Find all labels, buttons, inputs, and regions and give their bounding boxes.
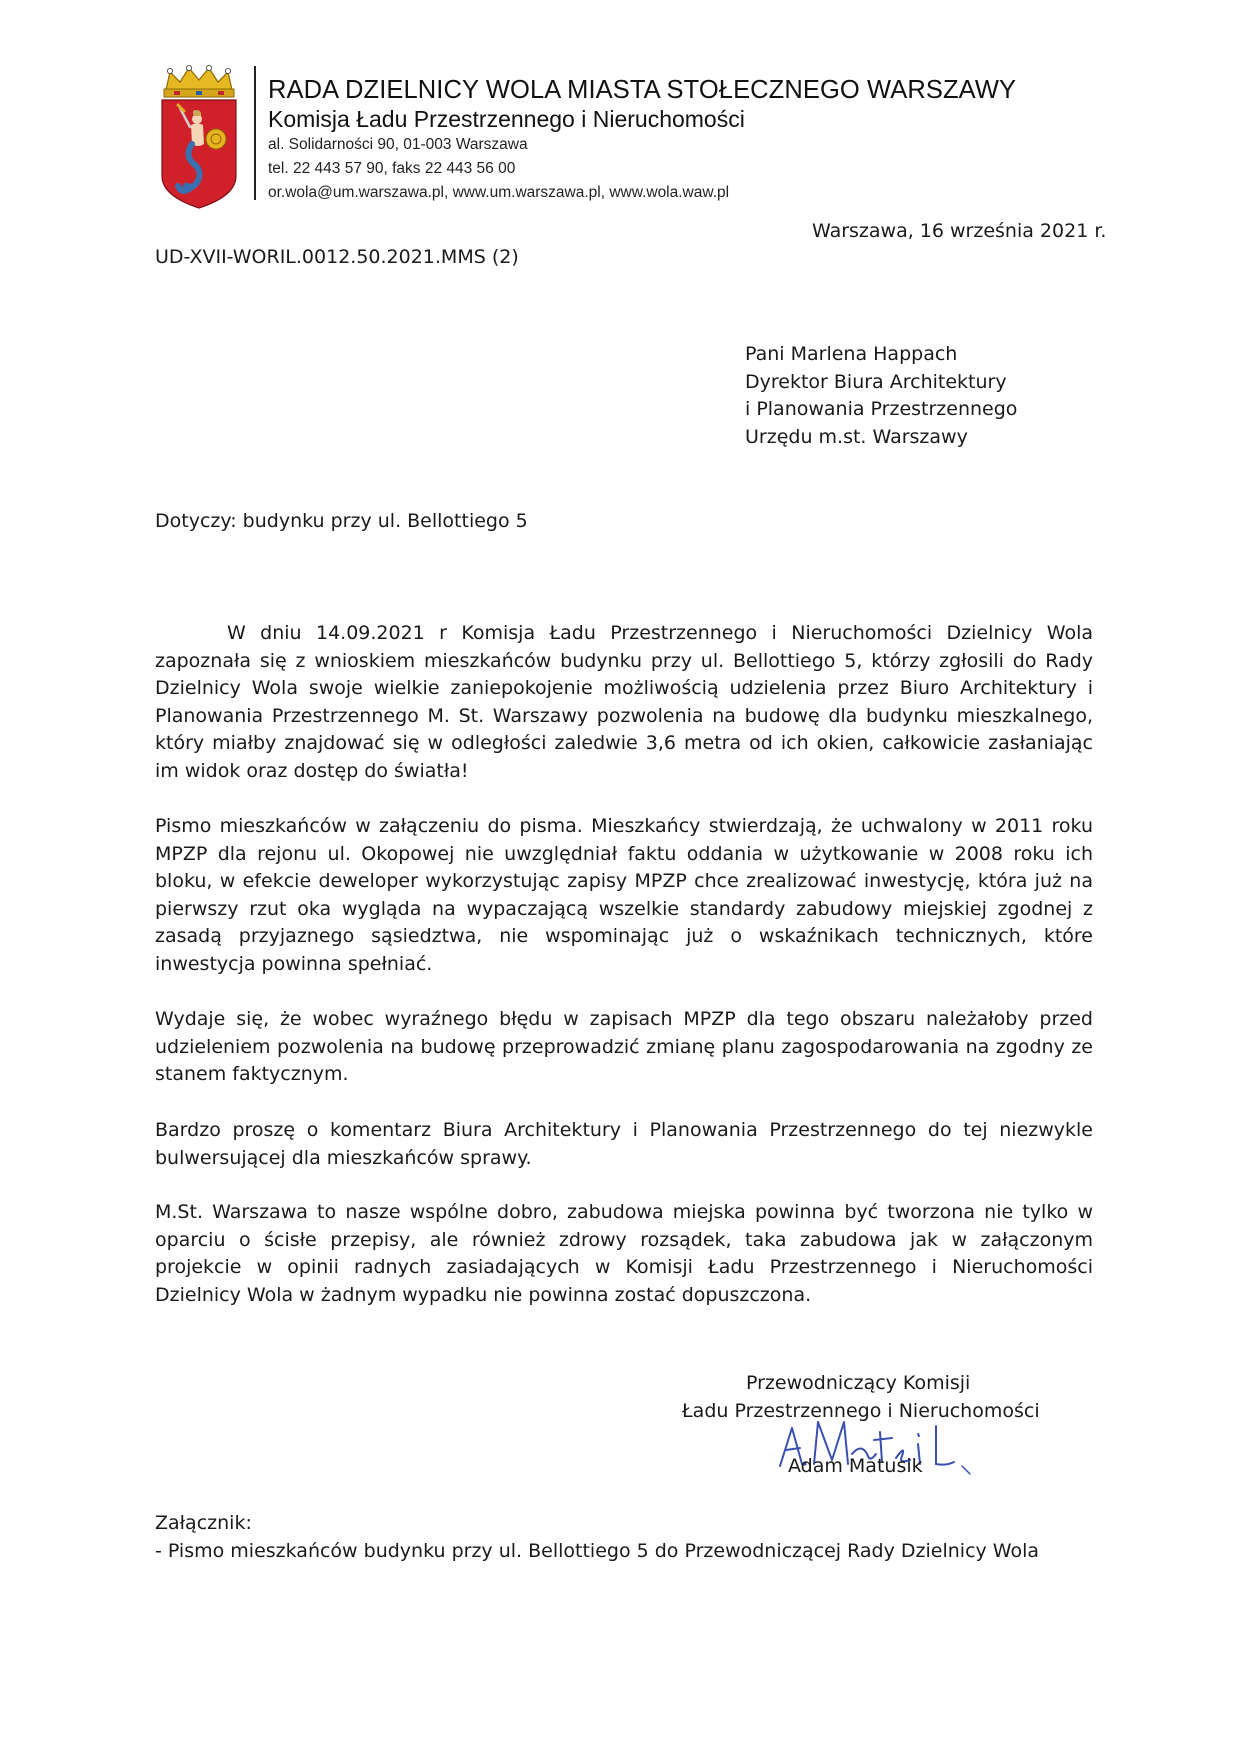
recipient-line: Pani Marlena Happach: [745, 343, 958, 365]
recipient-line: Dyrektor Biura Architektury: [745, 370, 1007, 393]
reference-number: UD-XVII-WORIL.0012.50.2021.MMS (2): [155, 246, 519, 268]
signatory-title: Ładu Przestrzennego i Nieruchomości: [682, 1400, 1040, 1422]
recipient-line: i Planowania Przestrzennego: [745, 398, 1018, 420]
subject-line: Dotyczy: budynku przy ul. Bellottiego 5: [155, 510, 528, 532]
council-name: RADA DZIELNICY WOLA MIASTA STOŁECZNEGO WARSZAWY: [268, 76, 1017, 104]
body-paragraph: Wydaje się, że wobec wyraźnego błędu w zapisach MPZP dla tego obszaru należałoby przed udzieleniem pozwolenia na budowę przeprowadzić zmianę planu zagospodarowania na zgodny ze stanem faktycznym.: [155, 1008, 1093, 1085]
body-paragraph: W dniu 14.09.2021 r Komisja Ładu Przestrzennego i Nieruchomości Dzielnicy Wola zapoznała się z wnioskiem mieszkańców budynku przy ul. Bellottiego 5, którzy zgłosili do Rady Dzielnicy Wola swoje wielkie zaniepokojenie możliwością udzielenia przez Biuro Architektury i Planowania Przestrzennego M. St. Warszawy pozwolenia na budowę dla budynku mieszkalnego, który miałby znajdować się w odległości zaledwie 3,6 metra od ich okien, całkowicie zasłaniając im widok oraz dostęp do światła!: [155, 622, 1093, 782]
warsaw-coat-of-arms-icon: [160, 64, 238, 210]
body-paragraph: M.St. Warszawa to nasze wspólne dobro, zabudowa miejska powinna być tworzona nie tylko w oparciu o ścisłe przepisy, ale również zdrowy rozsądek, taka zabudowa jak w załączonym projekcie w opinii radnych zasiadających w Komisji Ładu Przestrzennego i Nieruchomości Dzielnicy Wola w żadnym wypadku nie powinna zostać dopuszczona.: [155, 1201, 1093, 1306]
body-paragraph: Bardzo proszę o komentarz Biura Architektury i Planowania Przestrzennego do tej niezwykle bulwersującej dla mieszkańców sprawy.: [155, 1119, 1093, 1169]
recipient-line: Urzędu m.st. Warszawy: [745, 425, 968, 448]
place-date: Warszawa, 16 września 2021 r.: [812, 220, 1107, 242]
address-line: al. Solidarności 90, 01-003 Warszawa: [268, 136, 528, 153]
phone-line: tel. 22 443 57 90, faks 22 443 56 00: [268, 160, 516, 177]
body-paragraph: Pismo mieszkańców w załączeniu do pisma. Mieszkańcy stwierdzają, że uchwalony w 2011 roku MPZP dla rejonu ul. Okopowej nie uwzględniał faktu oddania w użytkowanie w 2008 roku ich bloku, w efekcie deweloper wykorzystując zapisy MPZP chce zrealizować inwestycję, która już na pierwszy rzut oka wygląda na wypaczającą wszelkie standardy zabudowy miejskiej zgodnej z zasadą przyjaznego sąsiedztwa, nie wspominając już o wskaźnikach technicznych, które inwestycja powinna spełniać.: [155, 815, 1093, 975]
recipient-block: [745, 341, 1017, 451]
attachment-item: - Pismo mieszkańców budynku przy ul. Bellottiego 5 do Przewodniczącej Rady Dzielnicy Wola: [155, 1540, 1040, 1562]
header-divider: [254, 66, 256, 200]
web-line: or.wola@um.warszawa.pl, www.um.warszawa.pl, www.wola.waw.pl: [268, 184, 730, 201]
attachment-heading: Załącznik:: [155, 1512, 252, 1534]
committee-name: Komisja Ładu Przestrzennego i Nieruchomości: [268, 106, 745, 132]
signatory-name: Adam Matusik: [788, 1455, 923, 1477]
signatory-title: Przewodniczący Komisji: [746, 1372, 971, 1394]
